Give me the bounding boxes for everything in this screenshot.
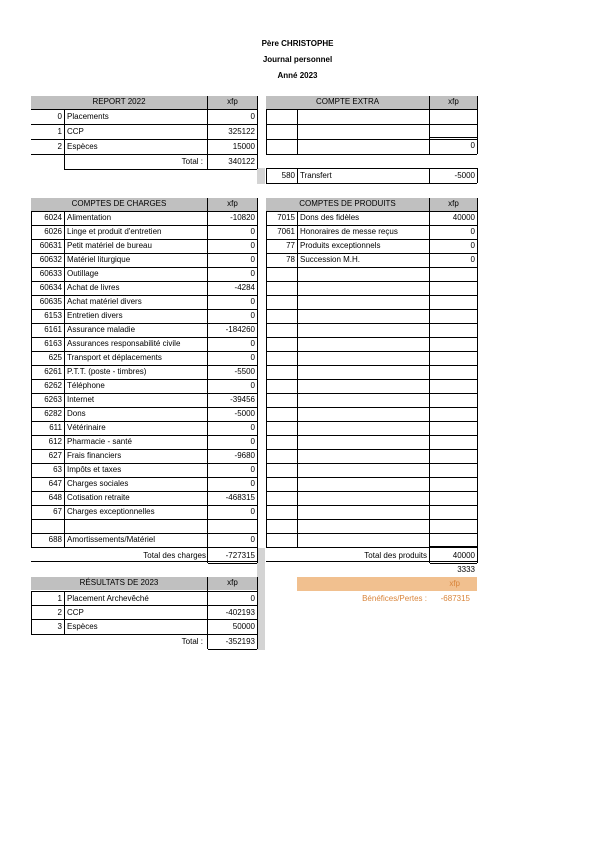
charges-row-label: Frais financiers: [67, 451, 122, 460]
charges-row-label: Transport et déplacements: [67, 353, 162, 362]
resultats-total-label: Total :: [181, 637, 203, 646]
charges-row-label: Pharmacie - santé: [67, 437, 132, 446]
charges-row-label: Outillage: [67, 269, 99, 278]
charges-row-code: 6026: [44, 227, 62, 236]
grid-line: [266, 211, 267, 547]
grid-line: [257, 577, 258, 649]
grid-line: [430, 563, 477, 564]
charges-row-label: Amortissements/Matériel: [67, 535, 156, 544]
charges-row-code: 625: [48, 353, 62, 362]
charges-row-label: P.T.T. (poste - timbres): [67, 367, 147, 376]
produits-title: COMPTES DE PRODUITS: [299, 199, 396, 208]
grid-line: [266, 561, 477, 562]
produits-row-label: Dons des fidèles: [300, 213, 360, 222]
grid-line: [297, 109, 298, 154]
grid-line: [266, 154, 477, 155]
charges-row-code: 6163: [44, 339, 62, 348]
charges-row-code: 60631: [39, 241, 62, 250]
charges-unit: xfp: [227, 199, 238, 208]
grid-line: [297, 168, 298, 183]
charges-row-code: 648: [48, 493, 62, 502]
charges-row-value: -5000: [234, 409, 255, 418]
grid-line: [31, 561, 257, 562]
charges-row-label: Téléphone: [67, 381, 105, 390]
grid-line: [207, 577, 208, 649]
charges-row-value: -468315: [225, 493, 255, 502]
resultats-row-value: -402193: [225, 608, 255, 617]
produits-row-code: 7061: [277, 227, 295, 236]
resultats-row-code: 2: [57, 608, 62, 617]
grid-line: [64, 109, 65, 169]
year-title: Anné 2023: [277, 71, 318, 80]
grid-line: [64, 169, 257, 170]
resultats-row-label: Placement Archevêché: [67, 594, 149, 603]
report-row-label: CCP: [67, 127, 84, 136]
charges-row-label: Impôts et taxes: [67, 465, 122, 474]
grid-line: [297, 211, 298, 547]
report-total-value: 340122: [228, 157, 255, 166]
grid-line: [266, 168, 267, 183]
grid-line: [31, 634, 257, 635]
grid-line: [64, 211, 65, 547]
charges-row-value: 0: [250, 437, 255, 446]
resultats-row-code: 1: [57, 594, 62, 603]
charges-row-label: Cotisation retraite: [67, 493, 130, 502]
grid-line: [207, 96, 208, 169]
charges-row-code: 60635: [39, 297, 62, 306]
resultats-unit: xfp: [227, 578, 238, 587]
report-title: REPORT 2022: [92, 97, 146, 106]
grid-line: [257, 198, 258, 563]
extra-title: COMPTE EXTRA: [315, 97, 380, 106]
charges-row-value: -39456: [230, 395, 255, 404]
charges-row-code: 647: [48, 479, 62, 488]
owner-name: Père CHRISTOPHE: [261, 39, 334, 48]
extra-value: 0: [470, 141, 475, 150]
charges-row-code: 6153: [44, 311, 62, 320]
resultats-row-label: Espèces: [67, 622, 98, 631]
grid-line: [207, 198, 208, 563]
charges-row-value: -4284: [234, 283, 255, 292]
charges-title: COMPTES DE CHARGES: [71, 199, 167, 208]
charges-row-label: Vétérinaire: [67, 423, 106, 432]
grid-line: [266, 183, 477, 184]
grid-line: [208, 563, 257, 564]
charges-row-label: Internet: [67, 395, 95, 404]
produits-unit: xfp: [448, 199, 459, 208]
charges-row-label: Alimentation: [67, 213, 112, 222]
charges-row-value: 0: [250, 241, 255, 250]
produits-row-value: 0: [470, 241, 475, 250]
report-row-value: 15000: [232, 142, 255, 151]
charges-row-value: 0: [250, 381, 255, 390]
report-row-code: 2: [57, 142, 62, 151]
charges-row-code: 6262: [44, 381, 62, 390]
grid-line: [257, 96, 258, 169]
charges-row-label: Dons: [67, 409, 86, 418]
report-row-code: 1: [57, 127, 62, 136]
charges-row-code: 6282: [44, 409, 62, 418]
charges-row-value: -9680: [234, 451, 255, 460]
charges-row-value: 0: [250, 465, 255, 474]
resultats-total-value: -352193: [225, 637, 255, 646]
transfer-label: Transfert: [300, 171, 332, 180]
report-row-code: 0: [57, 112, 62, 121]
produits-row-code: 78: [286, 255, 295, 264]
report-row-label: Placements: [67, 112, 109, 121]
charges-row-label: Linge et produit d'entretien: [67, 227, 162, 236]
grid-line: [429, 168, 430, 183]
charges-row-value: 0: [250, 339, 255, 348]
charges-row-value: 0: [250, 311, 255, 320]
report-row-value: 0: [250, 112, 255, 121]
journal-title: Journal personnel: [262, 55, 333, 64]
produits-row-value: 40000: [452, 213, 475, 222]
grid-line: [266, 109, 267, 154]
grid-line: [477, 198, 478, 563]
resultats-row-code: 3: [57, 622, 62, 631]
charges-row-value: 0: [250, 269, 255, 278]
charges-row-label: Assurances responsabilité civile: [67, 339, 181, 348]
charges-row-code: 627: [48, 451, 62, 460]
grid-line: [430, 137, 477, 138]
resultats-title: RÉSULTATS DE 2023: [79, 578, 159, 587]
produits-total-value: 40000: [452, 551, 475, 560]
grid-line: [429, 198, 430, 563]
charges-row-code: 611: [49, 423, 62, 432]
charges-row-code: 6024: [44, 213, 62, 222]
charges-row-label: Achat de livres: [67, 283, 120, 292]
report-row-value: 325122: [228, 127, 255, 136]
transfer-value: -5000: [454, 171, 475, 180]
resultats-row-label: CCP: [67, 608, 84, 617]
resultats-row-value: 0: [250, 594, 255, 603]
produits-row-code: 77: [286, 241, 295, 250]
charges-row-value: 0: [250, 507, 255, 516]
benefices-label: Bénéfices/Pertes :: [362, 594, 427, 603]
produits-total-label: Total des produits: [364, 551, 427, 560]
extra-unit: xfp: [448, 97, 459, 106]
charges-row-label: Charges sociales: [67, 479, 129, 488]
report-total-label: Total :: [181, 157, 203, 166]
resultats-row-value: 50000: [232, 622, 255, 631]
produits-row-code: 7015: [277, 213, 295, 222]
charges-total-value: -727315: [225, 551, 255, 560]
charges-row-value: 0: [250, 297, 255, 306]
report-unit: xfp: [227, 97, 238, 106]
charges-row-label: Assurance maladie: [67, 325, 136, 334]
produits-row-label: Succession M.H.: [300, 255, 361, 264]
charges-row-code: 67: [53, 507, 62, 516]
charges-row-code: 6263: [44, 395, 62, 404]
grid-line: [477, 168, 478, 183]
charges-row-value: 0: [250, 535, 255, 544]
charges-row-label: Achat matériel divers: [67, 297, 142, 306]
charges-total-label: Total des charges: [143, 551, 206, 560]
produits-row-value: 0: [470, 255, 475, 264]
charges-row-value: -5500: [234, 367, 255, 376]
charges-row-value: -184260: [225, 325, 255, 334]
charges-row-code: 60633: [39, 269, 62, 278]
charges-row-code: 612: [48, 437, 62, 446]
grid-line: [64, 591, 65, 634]
produits-row-label: Produits exceptionnels: [300, 241, 381, 250]
charges-row-code: 60634: [39, 283, 62, 292]
transfer-code: 580: [281, 171, 295, 180]
report-row-label: Espèces: [67, 142, 98, 151]
charges-row-label: Charges exceptionnelles: [67, 507, 155, 516]
charges-row-value: 0: [250, 255, 255, 264]
charges-row-code: 60632: [39, 255, 62, 264]
produits-extra-value: 3333: [457, 565, 475, 574]
grid-line: [477, 96, 478, 154]
charges-row-code: 6261: [44, 367, 62, 376]
produits-row-label: Honoraires de messe reçus: [300, 227, 398, 236]
benefices-value: -687315: [440, 594, 470, 603]
charges-row-code: 6161: [44, 325, 62, 334]
grid-line: [31, 547, 257, 548]
grid-line: [208, 649, 257, 650]
charges-row-code: 688: [48, 535, 62, 544]
charges-row-value: -10820: [230, 213, 255, 222]
charges-row-value: 0: [250, 479, 255, 488]
grid-line: [429, 96, 430, 154]
charges-row-label: Matériel liturgique: [67, 255, 131, 264]
charges-row-value: 0: [250, 353, 255, 362]
charges-row-value: 0: [250, 423, 255, 432]
charges-row-label: Entretien divers: [67, 311, 123, 320]
grid-line: [31, 591, 32, 634]
grid-line: [430, 546, 477, 547]
benefices-unit: xfp: [449, 579, 460, 588]
produits-row-value: 0: [470, 227, 475, 236]
grid-line: [31, 211, 32, 547]
charges-row-value: 0: [250, 227, 255, 236]
charges-row-label: Petit matériel de bureau: [67, 241, 152, 250]
charges-row-code: 63: [53, 465, 62, 474]
grid-line: [266, 547, 477, 548]
